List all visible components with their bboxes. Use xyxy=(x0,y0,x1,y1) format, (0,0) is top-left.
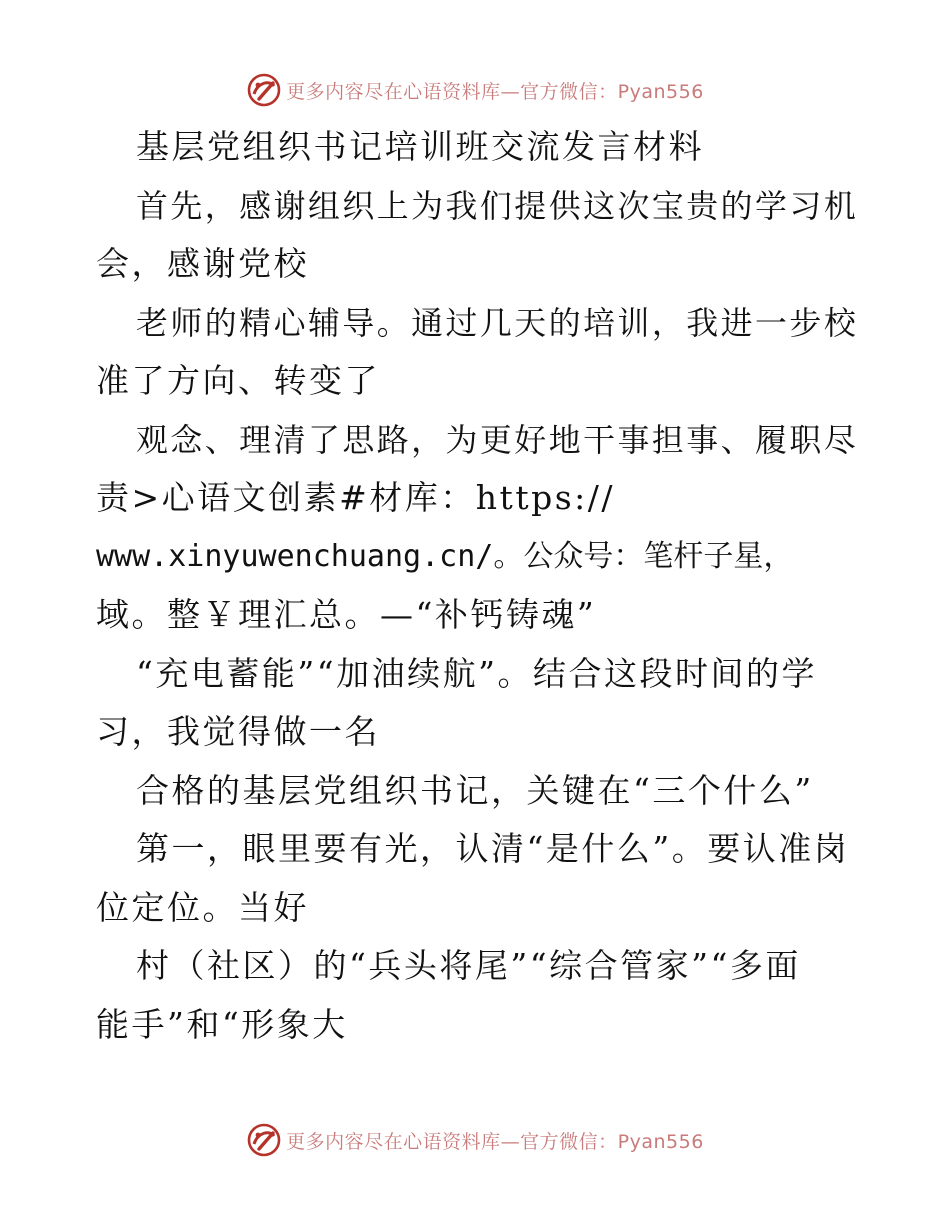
footer-text xyxy=(286,1127,704,1154)
document-line: 第一，眼里要有光，认清“是什么”。要认准岗 xyxy=(136,829,850,868)
document-line: 位定位。当好 xyxy=(96,887,309,927)
header-account: Pyan556 xyxy=(617,80,704,103)
document-line: “充电蓄能”“加油续航”。结合这段时间的学 xyxy=(136,653,817,693)
footer-account: Pyan556 xyxy=(617,1130,704,1153)
document-line: 能手”和“形象大 xyxy=(96,1004,348,1044)
document-line: 域。整￥理汇总。—“补钙铸魂” xyxy=(96,595,597,634)
document-body xyxy=(96,118,859,1054)
brand-logo-icon xyxy=(246,72,282,108)
page-header-watermark xyxy=(0,70,950,110)
document-line: 准了方向、转变了 xyxy=(96,361,380,400)
document-line: 老师的精心辅导。通过几天的培训，我进一步校 xyxy=(136,303,859,342)
document-line: www.xinyuwenchuang.cn/。公众号：笔杆子星， xyxy=(96,538,794,574)
footer-text-main: 更多内容尽在心语资料库—官方微信： xyxy=(286,1130,618,1153)
page-footer-watermark xyxy=(0,1120,950,1160)
brand-logo-icon xyxy=(246,1122,282,1158)
document-line: 基层党组织书记培训班交流发言材料 xyxy=(136,127,704,166)
document-line: 村（社区）的“兵头将尾”“综合管家”“多面 xyxy=(136,946,801,985)
document-line: 习，我觉得做一名 xyxy=(96,712,380,751)
document-line: 合格的基层党组织书记，关键在“三个什么” xyxy=(136,770,814,810)
document-line: 会，感谢党校 xyxy=(96,244,309,283)
document-line: 观念、理清了思路，为更好地干事担事、履职尽 xyxy=(136,420,859,459)
document-line: 首先，感谢组织上为我们提供这次宝贵的学习机 xyxy=(136,186,859,225)
header-text xyxy=(286,77,704,104)
document-line: 责>心语文创素#材库：https:// xyxy=(96,478,615,517)
header-text-main: 更多内容尽在心语资料库—官方微信： xyxy=(286,80,618,103)
